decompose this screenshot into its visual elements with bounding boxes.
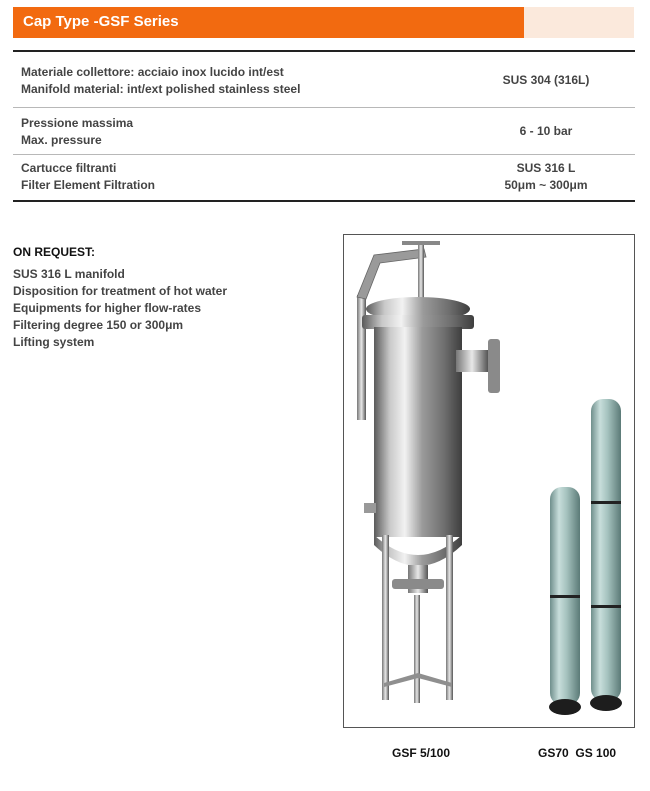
side-fitting bbox=[364, 503, 376, 513]
spec-row-pressure bbox=[13, 108, 635, 155]
spec-label-it: Pressione massima bbox=[21, 116, 134, 130]
spec-label bbox=[21, 64, 300, 98]
page-title: Cap Type -GSF Series bbox=[23, 13, 179, 30]
cartridge-gs100-band bbox=[591, 501, 621, 504]
lifting-arm-bend bbox=[357, 249, 426, 299]
lid-flange bbox=[362, 315, 474, 329]
cartridge-gs100 bbox=[591, 399, 621, 701]
leg-left bbox=[382, 535, 389, 700]
spec-label-it: Materiale collettore: acciaio inox lucido int/est bbox=[21, 65, 284, 79]
spec-value-line-2: 50μm ~ 300μm bbox=[504, 178, 588, 192]
cartridge-gs100-band-2 bbox=[591, 605, 621, 608]
spec-row-filtration bbox=[13, 155, 635, 200]
inlet-flange bbox=[488, 339, 500, 393]
caption-cartridges: GS70 GS 100 bbox=[538, 746, 617, 760]
spec-label-en: Manifold material: int/ext polished stainless steel bbox=[21, 82, 301, 96]
spec-label bbox=[21, 160, 155, 194]
filter-housing-illustration bbox=[344, 235, 634, 727]
on-request-item: Disposition for treatment of hot water bbox=[13, 284, 228, 298]
spec-value-line: SUS 304 (316L) bbox=[502, 73, 590, 87]
inlet-pipe bbox=[456, 350, 488, 372]
spec-table bbox=[13, 50, 635, 202]
spec-value-line: 6 - 10 bar bbox=[519, 124, 573, 138]
spec-label bbox=[21, 115, 133, 149]
on-request-item: Filtering degree 150 or 300μm bbox=[13, 318, 184, 332]
lifting-handle bbox=[402, 241, 440, 245]
spec-value-line: SUS 316 L bbox=[516, 161, 576, 175]
cartridge-gs70-cap bbox=[549, 699, 581, 715]
on-request-list bbox=[13, 266, 227, 351]
leg-right bbox=[446, 535, 453, 700]
outlet-flange bbox=[392, 579, 444, 589]
spec-label-en: Max. pressure bbox=[21, 133, 102, 147]
leg-center bbox=[414, 595, 420, 703]
cartridge-gs70-band bbox=[550, 595, 580, 598]
spec-value bbox=[471, 72, 621, 89]
housing-body bbox=[374, 327, 462, 537]
spec-value bbox=[471, 123, 621, 140]
title-bar bbox=[13, 7, 634, 38]
spec-label-it: Cartucce filtranti bbox=[21, 161, 117, 175]
cartridge-gs100-cap bbox=[590, 695, 622, 711]
product-photo bbox=[343, 234, 635, 728]
spec-value bbox=[471, 160, 621, 194]
on-request-item: SUS 316 L manifold bbox=[13, 267, 125, 281]
lifting-screw bbox=[418, 241, 424, 303]
spec-label-en: Filter Element Filtration bbox=[21, 178, 156, 192]
lifting-arm-post bbox=[357, 295, 366, 420]
spec-row-material bbox=[13, 52, 635, 108]
on-request-heading: ON REQUEST: bbox=[13, 245, 96, 259]
on-request-item: Equipments for higher flow-rates bbox=[13, 301, 202, 315]
caption-housing: GSF 5/100 bbox=[392, 746, 451, 760]
on-request-item: Lifting system bbox=[13, 335, 95, 349]
